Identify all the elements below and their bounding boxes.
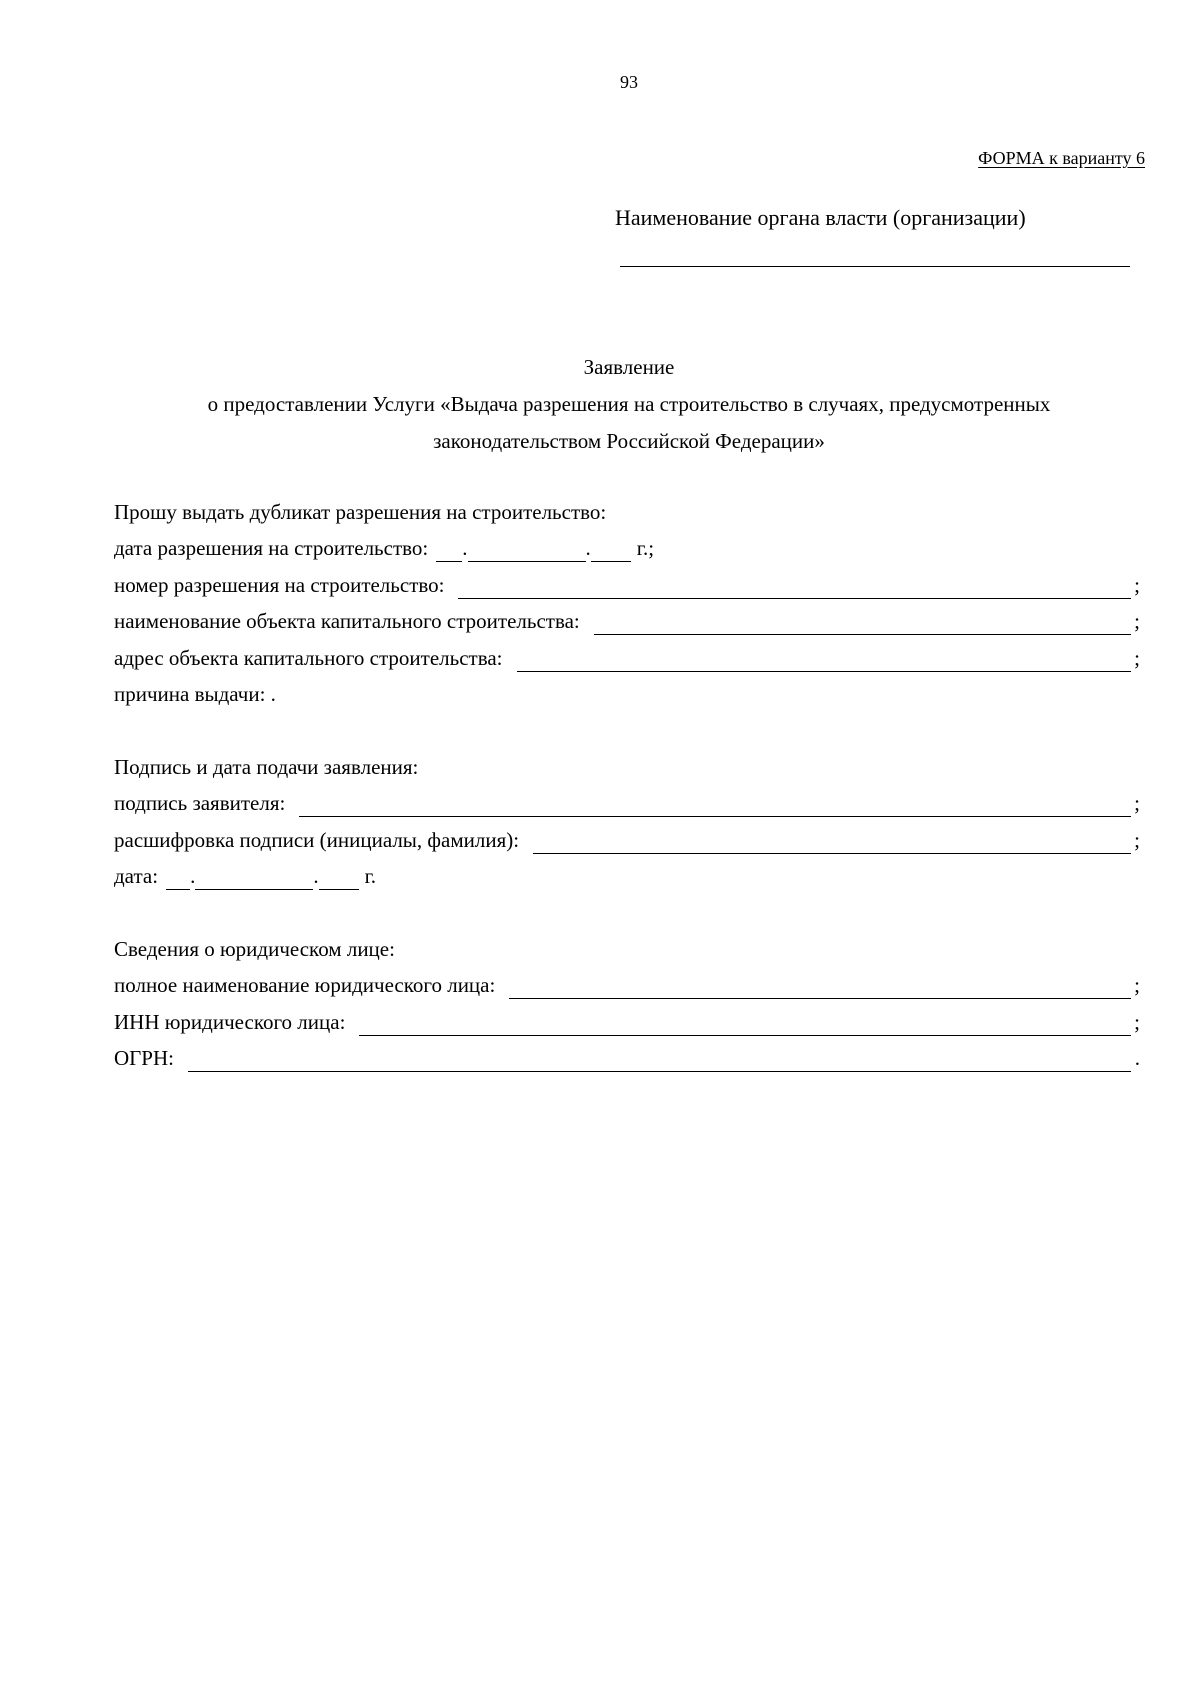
document-subtitle-line-1: о предоставлении Услуги «Выдача разрешения на строительство в случаях, предусмотренных bbox=[207, 392, 1051, 416]
permit-date-row bbox=[114, 534, 654, 562]
line-end-semicolon: ; bbox=[1134, 791, 1140, 815]
date-separator: . bbox=[190, 864, 196, 888]
page-number: 93 bbox=[620, 72, 638, 92]
document-title: Заявление bbox=[583, 355, 675, 379]
permit-date-year-field[interactable] bbox=[591, 539, 631, 562]
application-date-day-field[interactable] bbox=[166, 867, 190, 890]
permit-date-day-field[interactable] bbox=[436, 539, 462, 562]
object-address-row bbox=[114, 644, 1140, 672]
signature-heading: Подпись и дата подачи заявления: bbox=[114, 755, 419, 779]
authority-field[interactable] bbox=[620, 266, 1130, 267]
signature-decoding-label: расшифровка подписи (инициалы, фамилия): bbox=[114, 828, 520, 852]
line-end-semicolon: ; bbox=[1134, 609, 1140, 633]
line-end-period: . bbox=[1134, 1046, 1140, 1070]
inn-row bbox=[114, 1008, 1140, 1036]
permit-date-month-field[interactable] bbox=[468, 539, 586, 562]
signature-decoding-field[interactable] bbox=[533, 831, 1131, 854]
date-separator: . bbox=[313, 864, 319, 888]
line-end-semicolon: ; bbox=[1134, 646, 1140, 670]
line-end-semicolon: ; bbox=[1134, 573, 1140, 597]
line-end-semicolon: ; bbox=[1134, 973, 1140, 997]
form-variant-label: ФОРМА к варианту 6 bbox=[978, 148, 1145, 168]
application-date-month-field[interactable] bbox=[195, 867, 313, 890]
legal-entity-name-row bbox=[114, 971, 1140, 999]
issue-reason: причина выдачи: . bbox=[114, 682, 276, 706]
object-name-field[interactable] bbox=[594, 612, 1131, 635]
ogrn-field[interactable] bbox=[188, 1049, 1131, 1072]
object-address-label: адрес объекта капитального строительства: bbox=[114, 646, 503, 670]
applicant-signature-field[interactable] bbox=[299, 794, 1131, 817]
legal-entity-heading: Сведения о юридическом лице: bbox=[114, 937, 395, 961]
permit-number-row bbox=[114, 571, 1140, 599]
ogrn-row bbox=[114, 1044, 1140, 1072]
object-name-label: наименование объекта капитального строительства: bbox=[114, 609, 580, 633]
legal-entity-name-label: полное наименование юридического лица: bbox=[114, 973, 496, 997]
date-separator: . bbox=[462, 536, 468, 560]
inn-label: ИНН юридического лица: bbox=[114, 1010, 346, 1034]
legal-entity-name-field[interactable] bbox=[509, 976, 1131, 999]
applicant-signature-label: подпись заявителя: bbox=[114, 791, 286, 815]
permit-number-label: номер разрешения на строительство: bbox=[114, 573, 445, 597]
signature-decoding-row bbox=[114, 826, 1140, 854]
line-end-semicolon: ; bbox=[1134, 1010, 1140, 1034]
application-date-suffix: г. bbox=[364, 864, 377, 888]
inn-field[interactable] bbox=[359, 1013, 1131, 1036]
application-date-label: дата: bbox=[114, 864, 159, 888]
application-date-year-field[interactable] bbox=[319, 867, 359, 890]
permit-date-suffix: г.; bbox=[636, 536, 655, 560]
authority-label: Наименование органа власти (организации) bbox=[615, 205, 1026, 230]
document-subtitle-line-2: законодательством Российской Федерации» bbox=[433, 429, 825, 453]
request-heading: Прошу выдать дубликат разрешения на строительство: bbox=[114, 500, 607, 524]
date-separator: . bbox=[585, 536, 591, 560]
line-end-semicolon: ; bbox=[1134, 828, 1140, 852]
application-date-row bbox=[114, 862, 376, 890]
ogrn-label: ОГРН: bbox=[114, 1046, 174, 1070]
permit-number-field[interactable] bbox=[458, 576, 1131, 599]
applicant-signature-row bbox=[114, 789, 1140, 817]
object-name-row bbox=[114, 607, 1140, 635]
object-address-field[interactable] bbox=[517, 649, 1131, 672]
permit-date-label: дата разрешения на строительство: bbox=[114, 536, 429, 560]
